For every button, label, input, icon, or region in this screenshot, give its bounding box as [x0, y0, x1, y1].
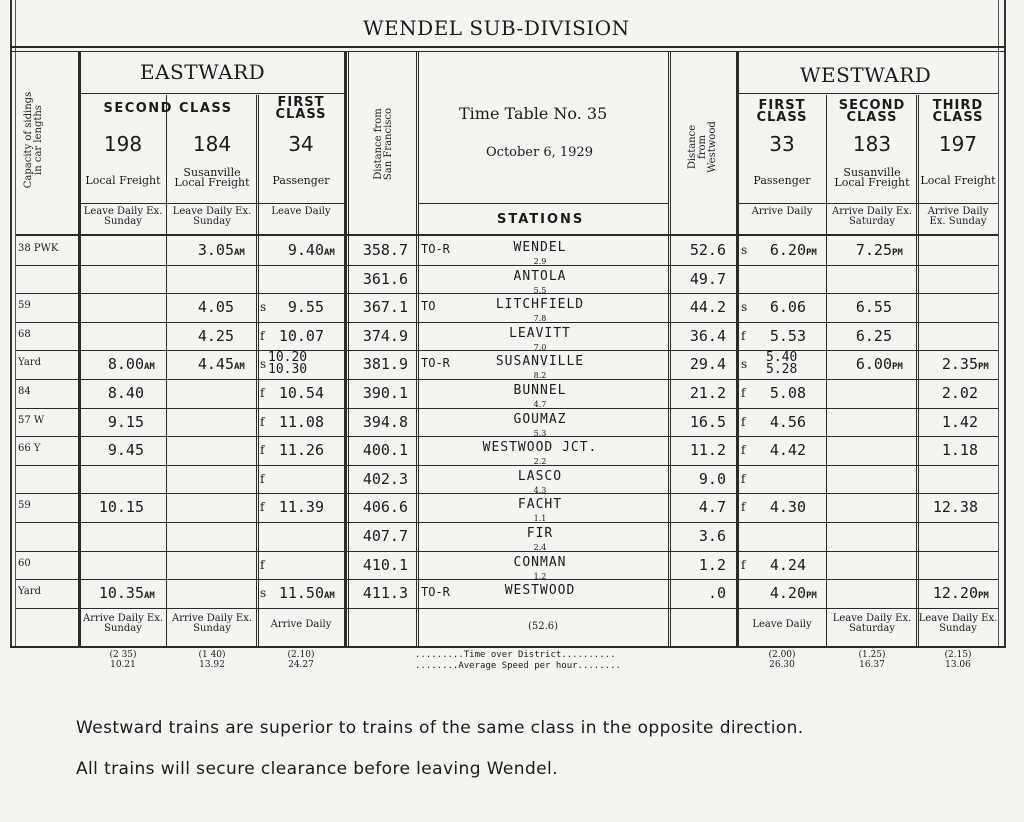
- row-rule: [16, 350, 998, 351]
- train-34-depart: 10.30: [268, 362, 308, 377]
- station-code: TO-R: [421, 585, 450, 599]
- train-197-time-meridiem: PM: [978, 362, 989, 372]
- distance-sf: 400.1: [362, 441, 408, 459]
- train-198-time-meridiem: AM: [144, 591, 155, 601]
- train-183-time-meridiem: PM: [892, 362, 903, 372]
- siding-capacity: Yard: [18, 357, 41, 368]
- east-note-rule: [80, 203, 344, 204]
- train-198-time: [80, 355, 162, 373]
- capacity-header: Capacity of sidings in car lengths: [23, 91, 44, 189]
- train-34-time-time: 10.54: [278, 384, 324, 402]
- eastward-train-0-name: Local Freight: [85, 174, 161, 187]
- train-33-flag: s: [741, 300, 748, 314]
- table-bottom-rule: [10, 646, 1006, 648]
- grid-vline: [256, 95, 257, 648]
- siding-capacity: 60: [18, 558, 31, 569]
- train-197-time-time: 12.38: [932, 498, 978, 516]
- eastward-train-2-top-note: Leave Daily: [271, 206, 331, 217]
- siding-capacity: Yard: [18, 586, 41, 597]
- train-184-time: [168, 241, 252, 259]
- eastward-train-0-top-note: Leave Daily Ex. Sunday: [83, 206, 163, 227]
- train-33-flag: f: [741, 415, 746, 429]
- note-clearance: All trains will secure clearance before leaving Wendel.: [76, 759, 558, 779]
- train-197-time-meridiem: PM: [978, 591, 989, 601]
- westward-train-0-number: 33: [769, 132, 795, 156]
- siding-capacity: 38 PWK: [18, 243, 59, 254]
- train-33-time-time: 4.30: [769, 498, 806, 516]
- train-34-time-meridiem: AM: [324, 248, 335, 258]
- station-name: WESTWOOD JCT.: [482, 440, 598, 455]
- station-name: LEAVITT: [509, 326, 571, 341]
- station-code: TO: [421, 299, 436, 313]
- title-rule-2: [10, 51, 1006, 52]
- train-34-time-meridiem: AM: [324, 591, 335, 601]
- train-33-time: [738, 384, 824, 402]
- west-second-class-heading: SECOND CLASS: [838, 98, 906, 125]
- station-name: FIR: [526, 526, 554, 541]
- train-34-flag: s: [260, 586, 267, 600]
- grid-vline: [826, 95, 827, 648]
- stations-heading: STATIONS: [497, 212, 585, 227]
- timetable-number: Time Table No. 35: [459, 104, 608, 123]
- siding-capacity: 59: [18, 500, 31, 511]
- siding-capacity: 84: [18, 386, 31, 397]
- distance-sf: 407.7: [362, 527, 408, 545]
- train-183-time-meridiem: PM: [892, 248, 903, 258]
- train-33-time-time: 4.20: [769, 584, 806, 602]
- train-198-time-time: 10.15: [98, 498, 144, 516]
- distance-sf: 390.1: [362, 384, 408, 402]
- frame-left: [10, 0, 12, 648]
- train-33-time-time: 4.24: [769, 556, 806, 574]
- westward-train-1-top-note: Arrive Daily Ex. Saturday: [831, 206, 913, 227]
- distance-sf: 402.3: [362, 470, 408, 488]
- eastward-train-1-number: 184: [192, 132, 232, 156]
- distance-westwood: 4.7: [698, 498, 726, 516]
- train-33-flag: f: [741, 443, 746, 457]
- train-34-flag: s: [260, 357, 267, 371]
- train-34-time-time: 11.50: [278, 584, 324, 602]
- train-197-time-time: 2.02: [941, 384, 978, 402]
- train-198-time-meridiem: AM: [144, 362, 155, 372]
- train-184-time: [168, 355, 252, 373]
- train-34-flag: f: [260, 443, 265, 457]
- train-34-time-time: 9.40: [287, 241, 324, 259]
- siding-capacity: 68: [18, 329, 31, 340]
- train-33-flag: f: [741, 329, 746, 343]
- eastward-train-2-name: Passenger: [272, 174, 330, 187]
- row-rule: [16, 608, 998, 609]
- train-34-time: [258, 413, 342, 431]
- eastward-train-1-bottom-note: Arrive Daily Ex. Sunday: [171, 613, 253, 634]
- eastward-rule: [80, 93, 344, 94]
- station-name: WESTWOOD: [504, 583, 576, 598]
- train-33-arrive: 5.40: [766, 350, 798, 365]
- train-198-time: [80, 584, 162, 602]
- row-rule: [16, 293, 998, 294]
- distance-westwood: 16.5: [689, 413, 726, 431]
- train-183-time-time: 7.25: [855, 241, 892, 259]
- distance-westwood: 29.4: [689, 355, 726, 373]
- distance-westwood: 9.0: [698, 470, 726, 488]
- distance-sf: 358.7: [362, 241, 408, 259]
- train-33-time-meridiem: PM: [806, 591, 817, 601]
- train-34-time-time: 11.26: [278, 441, 324, 459]
- train-33-flag: f: [741, 472, 746, 486]
- distance-sf: 394.8: [362, 413, 408, 431]
- train-34-flag: f: [260, 386, 265, 400]
- row-rule: [16, 436, 998, 437]
- total-distance: (52.6): [527, 621, 559, 632]
- train-34-time: [258, 584, 342, 602]
- station-gap: 2.2: [533, 457, 547, 466]
- train-33-time: [738, 498, 824, 516]
- train-33-time: [738, 298, 824, 316]
- westward-train-1-avg-speed: 16.37: [859, 660, 885, 670]
- station-gap: 5.3: [533, 429, 547, 438]
- distance-westwood: 36.4: [689, 327, 726, 345]
- station-gap: 4.3: [533, 486, 547, 495]
- distance-westwood: 44.2: [689, 298, 726, 316]
- train-34-arrive: 10.20: [268, 350, 308, 365]
- westward-train-2-number: 197: [938, 132, 978, 156]
- train-33-flag: f: [741, 386, 746, 400]
- train-33-depart: 5.28: [766, 362, 798, 377]
- header-bottom-rule: [16, 234, 998, 236]
- westward-train-2-name: Local Freight: [920, 174, 996, 187]
- train-34-time-time: 10.07: [278, 327, 324, 345]
- train-198-time-time: 8.00: [107, 355, 144, 373]
- westward-train-1-name: Susanville Local Freight: [834, 166, 910, 189]
- station-gap: 2.9: [533, 257, 547, 266]
- station-name: BUNNEL: [513, 383, 567, 398]
- train-184-time-time: 4.05: [197, 298, 234, 316]
- train-33-flag: f: [741, 500, 746, 514]
- station-name: CONMAN: [513, 555, 567, 570]
- eastward-train-1-time-over: (1 40): [198, 650, 226, 660]
- grid-vline: [166, 95, 167, 648]
- train-33-flag: s: [741, 357, 748, 371]
- train-183-time: [828, 298, 910, 316]
- station-gap: 1.1: [533, 514, 547, 523]
- station-name: FACHT: [517, 497, 563, 512]
- train-34-flag: s: [260, 300, 267, 314]
- frame-right-inner: [998, 0, 999, 648]
- train-34-flag: f: [260, 500, 265, 514]
- row-rule: [16, 579, 998, 580]
- distance-sf-header: Distance from San Francisco: [373, 107, 394, 181]
- avg-speed-label: ........Average Speed per hour........: [415, 661, 621, 671]
- eastward-train-1-name: Susanville Local Freight: [174, 166, 250, 189]
- eastward-heading: EASTWARD: [140, 60, 266, 84]
- siding-capacity: 57 W: [18, 415, 45, 426]
- westward-train-0-avg-speed: 26.30: [769, 660, 795, 670]
- train-33-time-time: 4.42: [769, 441, 806, 459]
- train-34-time-time: 11.08: [278, 413, 324, 431]
- eastward-train-2-bottom-note: Arrive Daily: [270, 619, 332, 630]
- train-34-time: [258, 441, 342, 459]
- westward-rule: [738, 93, 998, 94]
- station-name: LITCHFIELD: [495, 297, 585, 312]
- west-third-class-heading: THIRD CLASS: [932, 98, 984, 125]
- station-gap: 7.0: [533, 343, 547, 352]
- westward-train-2-time-over: (2.15): [944, 650, 972, 660]
- distance-westwood-header: Distance from Westwood: [687, 121, 718, 173]
- train-33-time-meridiem: PM: [806, 248, 817, 258]
- train-33-time: [738, 241, 824, 259]
- train-198-time-time: 8.40: [107, 384, 144, 402]
- timetable-date: October 6, 1929: [486, 145, 593, 160]
- train-34-flag: f: [260, 558, 265, 572]
- eastward-train-0-avg-speed: 10.21: [110, 660, 136, 670]
- train-33-time: [738, 584, 824, 602]
- station-gap: 7.8: [533, 314, 547, 323]
- distance-sf: 367.1: [362, 298, 408, 316]
- train-198-time: [80, 413, 162, 431]
- train-33-time: [738, 327, 824, 345]
- distance-westwood: 1.2: [698, 556, 726, 574]
- train-197-time: [918, 413, 996, 431]
- station-name: WENDEL: [513, 240, 567, 255]
- train-197-time-time: 12.20: [932, 584, 978, 602]
- train-184-time-time: 4.25: [197, 327, 234, 345]
- row-rule: [16, 322, 998, 323]
- train-198-time: [80, 498, 162, 516]
- train-34-time-time: 11.39: [278, 498, 324, 516]
- siding-capacity: 59: [18, 300, 31, 311]
- train-33-time: [738, 413, 824, 431]
- distance-sf: 374.9: [362, 327, 408, 345]
- train-184-time-meridiem: AM: [234, 248, 245, 258]
- row-rule: [16, 379, 998, 380]
- train-183-time-time: 6.55: [855, 298, 892, 316]
- train-183-time: [828, 327, 910, 345]
- title-rule: [10, 46, 1006, 48]
- station-code: TO-R: [421, 356, 450, 370]
- train-184-time-time: 4.45: [197, 355, 234, 373]
- row-rule: [16, 465, 998, 466]
- row-rule: [16, 522, 998, 523]
- westward-train-2-bottom-note: Leave Daily Ex. Sunday: [918, 613, 998, 634]
- train-34-time: [258, 498, 342, 516]
- train-33-flag: f: [741, 558, 746, 572]
- train-198-time: [80, 441, 162, 459]
- westward-train-2-top-note: Arrive Daily Ex. Sunday: [927, 206, 989, 227]
- distance-westwood: 21.2: [689, 384, 726, 402]
- station-gap: 5.5: [533, 286, 547, 295]
- row-rule: [16, 408, 998, 409]
- row-rule: [16, 265, 998, 266]
- train-33-time-time: 4.56: [769, 413, 806, 431]
- train-183-time: [828, 355, 910, 373]
- westward-train-2-avg-speed: 13.06: [945, 660, 971, 670]
- station-gap: 2.4: [533, 543, 547, 552]
- train-198-time: [80, 384, 162, 402]
- westward-train-0-top-note: Arrive Daily: [751, 206, 813, 217]
- note-superiority: Westward trains are superior to trains of the same class in the opposite direction.: [76, 718, 804, 738]
- eastward-train-0-number: 198: [103, 132, 143, 156]
- train-34-time-time: 9.55: [287, 298, 324, 316]
- westward-train-1-bottom-note: Leave Daily Ex. Saturday: [832, 613, 912, 634]
- eastward-train-1-top-note: Leave Daily Ex. Sunday: [172, 206, 252, 227]
- train-34-time: [258, 327, 342, 345]
- train-33-time-time: 5.53: [769, 327, 806, 345]
- train-33-time-time: 5.08: [769, 384, 806, 402]
- distance-sf: 411.3: [362, 584, 408, 602]
- train-33-flag: s: [741, 243, 748, 257]
- westward-heading: WESTWARD: [800, 63, 932, 87]
- row-rule: [16, 551, 998, 552]
- train-33-time: [738, 441, 824, 459]
- eastward-train-2-time-over: (2.10): [287, 650, 315, 660]
- train-183-time: [828, 241, 910, 259]
- train-197-time: [918, 584, 996, 602]
- distance-westwood: 3.6: [698, 527, 726, 545]
- frame-right: [1004, 0, 1006, 648]
- west-first-class-heading: FIRST CLASS: [756, 98, 808, 125]
- westward-train-0-bottom-note: Leave Daily: [752, 619, 812, 630]
- train-184-time-meridiem: AM: [234, 362, 245, 372]
- west-note-rule: [738, 203, 998, 204]
- distance-westwood: 52.6: [689, 241, 726, 259]
- eastward-train-2-avg-speed: 24.27: [288, 660, 314, 670]
- row-rule: [16, 493, 998, 494]
- train-34-flag: f: [260, 472, 265, 486]
- train-183-time-time: 6.00: [855, 355, 892, 373]
- westward-train-1-time-over: (1.25): [858, 650, 886, 660]
- westward-train-0-time-over: (2.00): [768, 650, 796, 660]
- station-name: GOUMAZ: [513, 412, 567, 427]
- train-197-time: [918, 498, 996, 516]
- distance-sf: 410.1: [362, 556, 408, 574]
- station-gap: 1.2: [533, 572, 547, 581]
- train-34-flag: f: [260, 329, 265, 343]
- train-183-time-time: 6.25: [855, 327, 892, 345]
- train-184-time-time: 3.05: [197, 241, 234, 259]
- train-197-time-time: 1.18: [941, 441, 978, 459]
- train-197-time-time: 1.42: [941, 413, 978, 431]
- westward-train-1-number: 183: [852, 132, 892, 156]
- eastward-train-0-bottom-note: Arrive Daily Ex. Sunday: [82, 613, 164, 634]
- distance-westwood: .0: [707, 584, 726, 602]
- westward-train-0-name: Passenger: [753, 174, 811, 187]
- train-33-time: [738, 556, 824, 574]
- train-34-time: [258, 241, 342, 259]
- train-197-time: [918, 355, 996, 373]
- station-gap: 8.2: [533, 371, 547, 380]
- eastward-train-0-time-over: (2 35): [109, 650, 137, 660]
- eastward-train-2-number: 34: [288, 132, 314, 156]
- distance-sf: 381.9: [362, 355, 408, 373]
- train-184-time: [168, 327, 252, 345]
- train-198-time-time: 9.15: [107, 413, 144, 431]
- train-184-time: [168, 298, 252, 316]
- page-title: WENDEL SUB-DIVISION: [363, 16, 630, 40]
- train-34-time: [258, 298, 342, 316]
- train-33-time-time: 6.20: [769, 241, 806, 259]
- train-33-time-time: 6.06: [769, 298, 806, 316]
- train-198-time-time: 9.45: [107, 441, 144, 459]
- station-name: ANTOLA: [513, 269, 567, 284]
- time-over-label: .........Time over District..........: [415, 650, 616, 660]
- train-197-time: [918, 384, 996, 402]
- distance-sf: 406.6: [362, 498, 408, 516]
- grid-vline: [916, 95, 917, 648]
- train-34-flag: f: [260, 415, 265, 429]
- eastward-train-1-avg-speed: 13.92: [199, 660, 225, 670]
- station-name: SUSANVILLE: [495, 354, 585, 369]
- train-197-time: [918, 441, 996, 459]
- train-197-time-time: 2.35: [941, 355, 978, 373]
- east-second-class-heading: SECOND CLASS: [103, 101, 233, 116]
- station-gap: 4.7: [533, 400, 547, 409]
- east-first-class-heading: FIRST CLASS: [275, 95, 327, 122]
- distance-westwood: 11.2: [689, 441, 726, 459]
- distance-westwood: 49.7: [689, 270, 726, 288]
- siding-capacity: 66 Y: [18, 443, 41, 454]
- station-code: TO-R: [421, 242, 450, 256]
- distance-sf: 361.6: [362, 270, 408, 288]
- train-34-time: [258, 384, 342, 402]
- stations-rule: [418, 203, 668, 204]
- station-name: LASCO: [517, 469, 563, 484]
- train-198-time-time: 10.35: [98, 584, 144, 602]
